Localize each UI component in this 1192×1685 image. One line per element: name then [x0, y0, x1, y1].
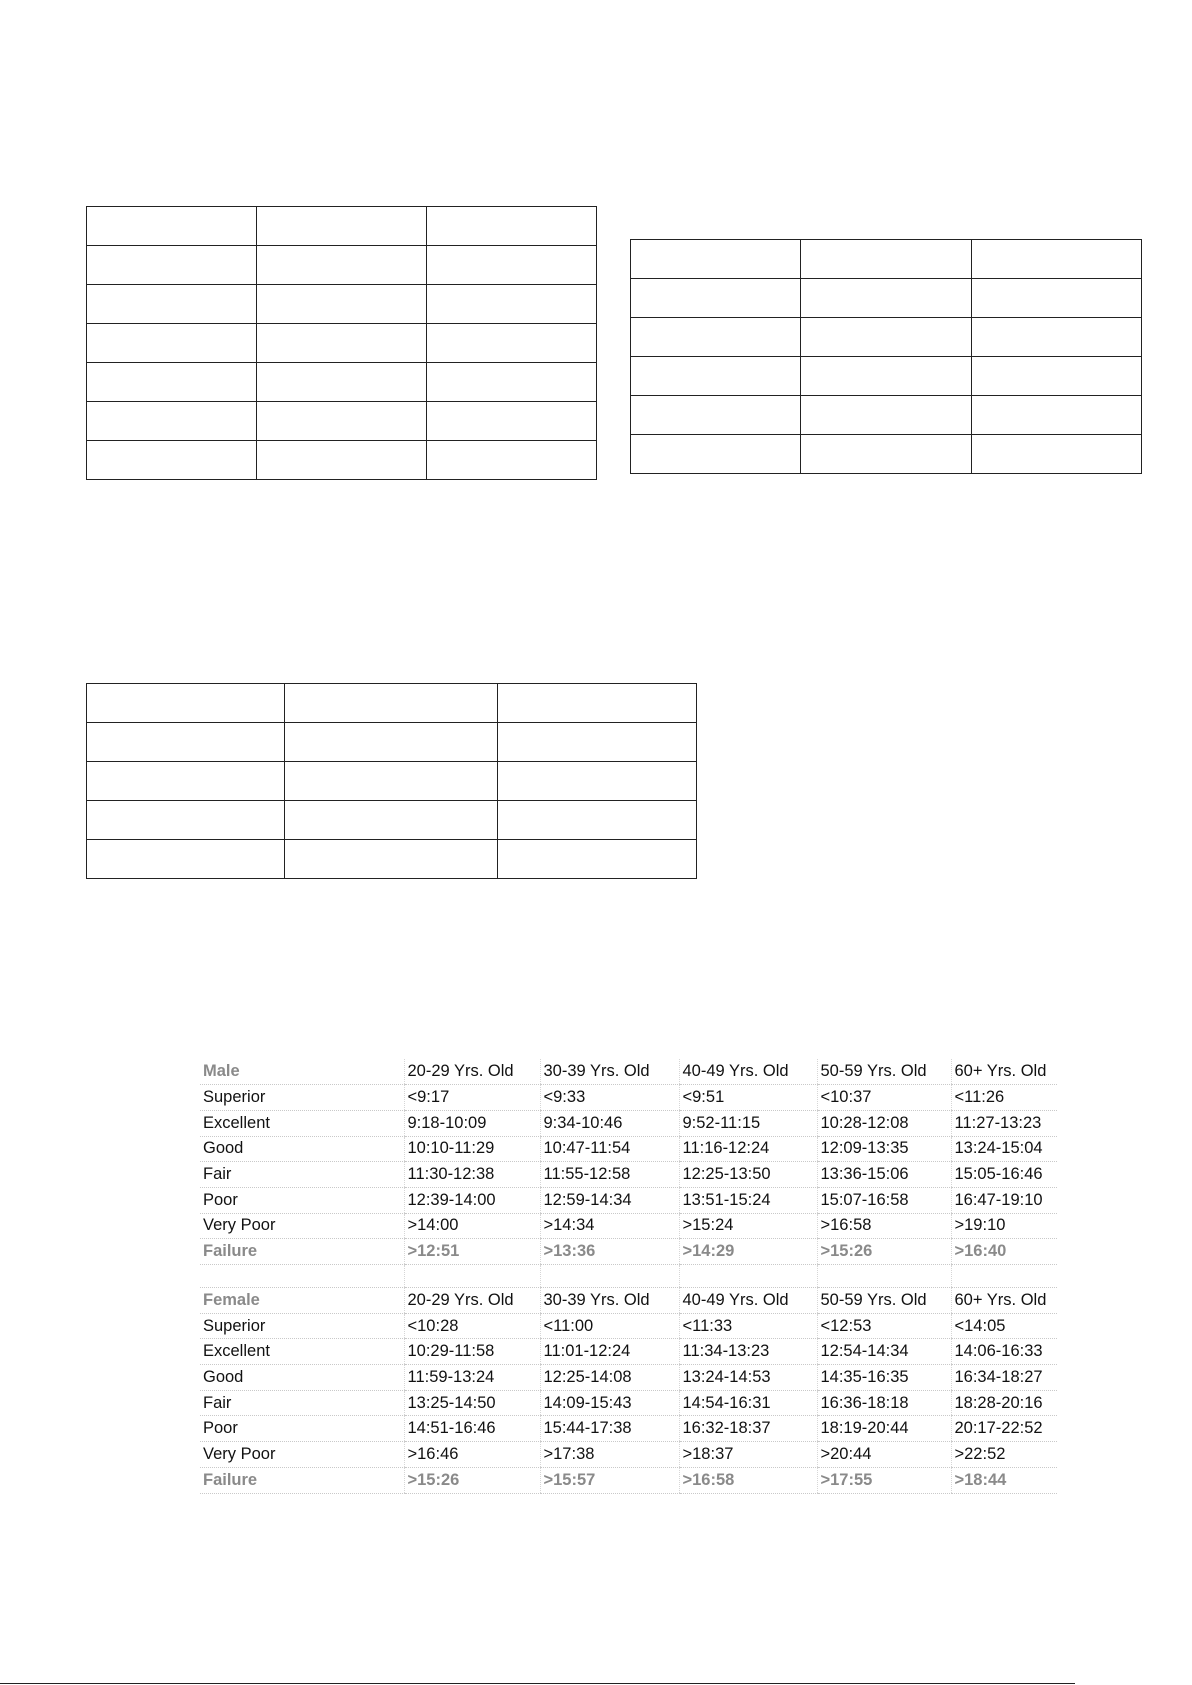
score-cell: 13:24-14:53 [679, 1365, 817, 1391]
score-cell: >14:29 [679, 1239, 817, 1265]
table-row [200, 1313, 1057, 1339]
score-cell: 20-29 Yrs. Old [404, 1059, 540, 1085]
score-cell: 15:07-16:58 [817, 1187, 951, 1213]
blank-table-row [631, 396, 1142, 435]
table-row [200, 1442, 1057, 1468]
table-row [200, 1467, 1057, 1493]
row-label: Failure [200, 1467, 404, 1493]
blank-table-cell [498, 762, 697, 801]
blank-table-cell [801, 240, 971, 279]
score-cell: 60+ Yrs. Old [951, 1288, 1057, 1314]
blank-table-cell [87, 207, 257, 246]
score-cell: >15:26 [404, 1467, 540, 1493]
blank-table-cell [257, 285, 427, 324]
blank-table-middle [86, 683, 697, 879]
blank-table-row [631, 357, 1142, 396]
blank-table-cell [801, 279, 971, 318]
blank-table-row [87, 324, 597, 363]
row-label: Superior [200, 1085, 404, 1111]
blank-table-row [87, 840, 697, 879]
blank-table-cell [427, 324, 597, 363]
score-cell: 12:25-14:08 [540, 1365, 679, 1391]
blank-table-cell [971, 435, 1141, 474]
score-cell: 18:28-20:16 [951, 1390, 1057, 1416]
row-label: Female [200, 1288, 404, 1314]
score-cell: >16:58 [679, 1467, 817, 1493]
score-cell: 14:06-16:33 [951, 1339, 1057, 1365]
score-cell: <12:53 [817, 1313, 951, 1339]
score-cell: <9:33 [540, 1085, 679, 1111]
blank-table-cell [498, 684, 697, 723]
blank-table-row [631, 240, 1142, 279]
row-label: Very Poor [200, 1213, 404, 1239]
score-cell: 20-29 Yrs. Old [404, 1288, 540, 1314]
blank-table-row [87, 723, 697, 762]
blank-table-cell [971, 396, 1141, 435]
score-cell: 11:59-13:24 [404, 1365, 540, 1391]
blank-table-cell [87, 723, 285, 762]
score-cell: 50-59 Yrs. Old [817, 1059, 951, 1085]
score-cell: >16:58 [817, 1213, 951, 1239]
blank-table-top-left [86, 206, 597, 480]
score-cell: >17:55 [817, 1467, 951, 1493]
blank-table-cell [87, 684, 285, 723]
score-cell: 11:01-12:24 [540, 1339, 679, 1365]
score-cell: >14:00 [404, 1213, 540, 1239]
score-cell: 11:30-12:38 [404, 1162, 540, 1188]
blank-table-row [87, 363, 597, 402]
score-cell: <14:05 [951, 1313, 1057, 1339]
row-label: Male [200, 1059, 404, 1085]
blank-table-cell [971, 279, 1141, 318]
score-cell: 10:47-11:54 [540, 1136, 679, 1162]
score-cell: >15:57 [540, 1467, 679, 1493]
footer-rule [0, 1683, 1075, 1684]
blank-table-cell [631, 396, 801, 435]
table-row [200, 1239, 1057, 1265]
row-label: Fair [200, 1390, 404, 1416]
blank-table-cell [971, 240, 1141, 279]
blank-table-cell [87, 402, 257, 441]
score-cell: >18:37 [679, 1442, 817, 1468]
score-cell: >12:51 [404, 1239, 540, 1265]
score-cell: 9:52-11:15 [679, 1110, 817, 1136]
blank-table-cell [427, 363, 597, 402]
blank-table-cell [631, 435, 801, 474]
score-cell: 11:27-13:23 [951, 1110, 1057, 1136]
blank-table-row [87, 402, 597, 441]
score-cell [404, 1265, 540, 1288]
blank-table-row [631, 318, 1142, 357]
blank-table-cell [285, 684, 498, 723]
blank-table-cell [801, 357, 971, 396]
table-row [200, 1213, 1057, 1239]
fitness-score-table [200, 1059, 1057, 1494]
row-label: Poor [200, 1187, 404, 1213]
blank-table-cell [971, 318, 1141, 357]
blank-table-row [87, 801, 697, 840]
blank-table-cell [801, 396, 971, 435]
table-row [200, 1390, 1057, 1416]
score-cell: >15:26 [817, 1239, 951, 1265]
score-cell [951, 1265, 1057, 1288]
row-label: Poor [200, 1416, 404, 1442]
blank-table-cell [257, 207, 427, 246]
blank-table-cell [427, 246, 597, 285]
blank-table-cell [87, 441, 257, 480]
score-cell: 12:39-14:00 [404, 1187, 540, 1213]
row-label: Excellent [200, 1110, 404, 1136]
spacer-row [200, 1265, 1057, 1288]
score-cell: <11:00 [540, 1313, 679, 1339]
score-cell: 15:05-16:46 [951, 1162, 1057, 1188]
score-cell: 12:09-13:35 [817, 1136, 951, 1162]
row-label: Good [200, 1365, 404, 1391]
score-cell [679, 1265, 817, 1288]
score-cell: 12:25-13:50 [679, 1162, 817, 1188]
blank-table-cell [801, 435, 971, 474]
blank-table-cell [285, 801, 498, 840]
blank-table-cell [801, 318, 971, 357]
score-cell: 20:17-22:52 [951, 1416, 1057, 1442]
score-cell: 13:36-15:06 [817, 1162, 951, 1188]
score-cell: 14:51-16:46 [404, 1416, 540, 1442]
blank-table-cell [285, 762, 498, 801]
row-label: Superior [200, 1313, 404, 1339]
table-row [200, 1187, 1057, 1213]
row-label: Fair [200, 1162, 404, 1188]
table-row [200, 1110, 1057, 1136]
score-cell: 18:19-20:44 [817, 1416, 951, 1442]
score-cell: >18:44 [951, 1467, 1057, 1493]
table-row [200, 1085, 1057, 1111]
score-cell: 9:34-10:46 [540, 1110, 679, 1136]
row-label: Good [200, 1136, 404, 1162]
blank-table-cell [498, 801, 697, 840]
score-cell: 10:10-11:29 [404, 1136, 540, 1162]
score-cell: 11:55-12:58 [540, 1162, 679, 1188]
blank-table-cell [631, 318, 801, 357]
blank-table-cell [87, 840, 285, 879]
score-cell: >20:44 [817, 1442, 951, 1468]
score-cell: >16:46 [404, 1442, 540, 1468]
score-cell: 60+ Yrs. Old [951, 1059, 1057, 1085]
row-label: Very Poor [200, 1442, 404, 1468]
blank-table-cell [631, 279, 801, 318]
table-row [200, 1365, 1057, 1391]
blank-table-cell [427, 402, 597, 441]
score-cell: 14:09-15:43 [540, 1390, 679, 1416]
row-label: Excellent [200, 1339, 404, 1365]
score-cell: 30-39 Yrs. Old [540, 1059, 679, 1085]
score-cell: 30-39 Yrs. Old [540, 1288, 679, 1314]
female-header-row [200, 1288, 1057, 1314]
score-cell: 16:32-18:37 [679, 1416, 817, 1442]
score-cell: >19:10 [951, 1213, 1057, 1239]
score-cell: <11:33 [679, 1313, 817, 1339]
blank-table-cell [631, 357, 801, 396]
score-cell: 16:34-18:27 [951, 1365, 1057, 1391]
row-label [200, 1265, 404, 1288]
score-cell: >13:36 [540, 1239, 679, 1265]
blank-table-cell [87, 363, 257, 402]
blank-table-row [87, 441, 597, 480]
blank-table-cell [257, 324, 427, 363]
blank-table-cell [257, 246, 427, 285]
table-row [200, 1162, 1057, 1188]
blank-table-cell [87, 285, 257, 324]
score-cell: >22:52 [951, 1442, 1057, 1468]
blank-table-cell [285, 723, 498, 762]
score-cell: 14:35-16:35 [817, 1365, 951, 1391]
male-header-row [200, 1059, 1057, 1085]
score-cell: 16:36-18:18 [817, 1390, 951, 1416]
score-cell: 11:16-12:24 [679, 1136, 817, 1162]
blank-table-row [87, 207, 597, 246]
blank-table-cell [498, 723, 697, 762]
blank-table-cell [257, 402, 427, 441]
score-cell: 10:28-12:08 [817, 1110, 951, 1136]
score-cell: <10:37 [817, 1085, 951, 1111]
score-cell: 40-49 Yrs. Old [679, 1059, 817, 1085]
table-row [200, 1136, 1057, 1162]
score-cell: 13:25-14:50 [404, 1390, 540, 1416]
score-cell: <11:26 [951, 1085, 1057, 1111]
score-cell: <9:17 [404, 1085, 540, 1111]
score-cell: >16:40 [951, 1239, 1057, 1265]
blank-table-cell [285, 840, 498, 879]
blank-table-row [631, 435, 1142, 474]
blank-table-cell [427, 285, 597, 324]
blank-table-cell [427, 441, 597, 480]
blank-table-row [87, 285, 597, 324]
blank-table-cell [257, 363, 427, 402]
score-cell: 12:54-14:34 [817, 1339, 951, 1365]
score-cell: 14:54-16:31 [679, 1390, 817, 1416]
score-cell: >14:34 [540, 1213, 679, 1239]
score-cell [817, 1265, 951, 1288]
blank-table-cell [971, 357, 1141, 396]
score-cell: >15:24 [679, 1213, 817, 1239]
blank-table-cell [631, 240, 801, 279]
blank-table-row [87, 762, 697, 801]
score-cell: 50-59 Yrs. Old [817, 1288, 951, 1314]
score-cell: 11:34-13:23 [679, 1339, 817, 1365]
score-cell: 9:18-10:09 [404, 1110, 540, 1136]
score-cell: 16:47-19:10 [951, 1187, 1057, 1213]
blank-table-row [87, 684, 697, 723]
score-cell: 13:24-15:04 [951, 1136, 1057, 1162]
blank-table-cell [427, 207, 597, 246]
table-row [200, 1339, 1057, 1365]
blank-table-cell [498, 840, 697, 879]
blank-table-cell [87, 762, 285, 801]
score-cell: 40-49 Yrs. Old [679, 1288, 817, 1314]
blank-table-cell [87, 324, 257, 363]
score-cell [540, 1265, 679, 1288]
blank-table-row [87, 246, 597, 285]
score-cell: 15:44-17:38 [540, 1416, 679, 1442]
score-cell: <10:28 [404, 1313, 540, 1339]
blank-table-top-right [630, 239, 1142, 474]
score-cell: <9:51 [679, 1085, 817, 1111]
row-label: Failure [200, 1239, 404, 1265]
blank-table-cell [87, 246, 257, 285]
score-cell: 13:51-15:24 [679, 1187, 817, 1213]
blank-table-cell [257, 441, 427, 480]
score-cell: 12:59-14:34 [540, 1187, 679, 1213]
blank-table-cell [87, 801, 285, 840]
score-cell: 10:29-11:58 [404, 1339, 540, 1365]
blank-table-row [631, 279, 1142, 318]
table-row [200, 1416, 1057, 1442]
score-cell: >17:38 [540, 1442, 679, 1468]
